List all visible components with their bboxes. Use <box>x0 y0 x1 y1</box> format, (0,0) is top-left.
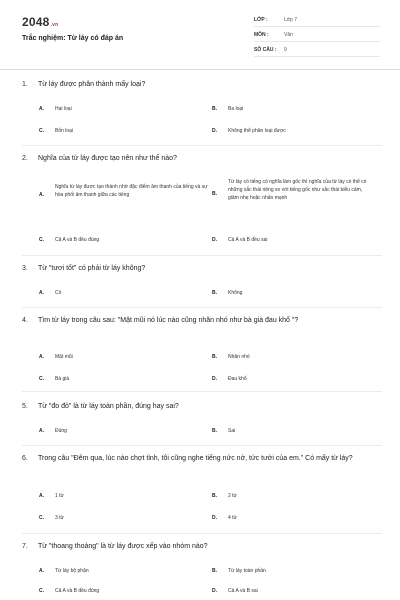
option-a[interactable] <box>39 105 209 113</box>
question-divider <box>22 255 382 256</box>
question-1 <box>22 80 382 146</box>
option-b[interactable] <box>212 289 372 297</box>
option-d[interactable] <box>212 236 372 244</box>
option-letter: B. <box>212 428 217 434</box>
question-text: Tìm từ láy trong câu sau: "Mặt mũi nó lúc nào cũng nhăn nhó như bà già đau khổ "? <box>38 317 299 324</box>
option-b[interactable] <box>212 178 370 202</box>
option-text: Từ láy có tiếng có nghĩa làm gốc thì nghĩa của từ láy có thể có những sắc thái riêng so với tiếng gốc như sắc thái biểu cảm, giảm nhẹ hoặc nhấn mạnh <box>228 179 367 201</box>
option-letter: C. <box>39 588 44 594</box>
question-text: Từ "tươi tốt" có phải từ láy không? <box>38 265 146 272</box>
meta-row-class <box>254 14 380 27</box>
option-text: Nhăn nhó <box>228 354 250 360</box>
question-7 <box>22 542 382 600</box>
question-text: Từ "đo đỏ" là từ láy toàn phần, đúng hay sai? <box>38 403 179 410</box>
meta-value: 9 <box>284 47 287 53</box>
option-text: 1 từ <box>55 493 64 499</box>
option-letter: A. <box>39 568 44 574</box>
option-text: Nghĩa từ láy được tạo thành nhờ đặc điểm âm thanh của tiếng và sự hòa phối âm thanh giữa các tiếng <box>55 184 208 198</box>
question-head <box>22 80 382 90</box>
option-b[interactable] <box>212 427 372 435</box>
question-divider <box>22 533 382 534</box>
logo-suffix: .vn <box>50 22 59 28</box>
question-2 <box>22 154 382 256</box>
option-a[interactable] <box>39 183 217 199</box>
option-letter: A. <box>39 354 44 360</box>
meta-key: SỐ CÂU : <box>254 47 277 53</box>
option-text: Cả A và B đều sai <box>228 237 268 243</box>
meta-key: MÔN : <box>254 32 269 38</box>
option-letter: A. <box>39 290 44 296</box>
option-letter: D. <box>212 376 217 382</box>
option-a[interactable] <box>39 567 209 575</box>
question-head <box>22 542 382 552</box>
option-d[interactable] <box>212 127 372 135</box>
option-text: Bốn loại <box>55 128 74 134</box>
option-b[interactable] <box>212 492 372 500</box>
question-divider <box>22 145 382 146</box>
option-letter: B. <box>212 568 217 574</box>
question-text: Từ "thoang thoảng" là từ láy được xếp vào nhóm nào? <box>38 543 208 550</box>
question-6 <box>22 454 382 534</box>
option-letter: A. <box>39 493 44 499</box>
option-text: Có <box>55 290 62 296</box>
header-divider <box>0 69 400 70</box>
option-letter: D. <box>212 237 217 243</box>
option-a[interactable] <box>39 353 209 361</box>
question-divider <box>22 391 382 392</box>
option-letter: B. <box>212 290 217 296</box>
option-text: Không <box>228 290 243 296</box>
page-header <box>0 0 400 68</box>
question-head <box>22 402 382 412</box>
option-letter: C. <box>39 376 44 382</box>
question-5 <box>22 402 382 446</box>
meta-row-subject <box>254 29 380 42</box>
question-number: 6. <box>22 455 28 462</box>
question-number: 7. <box>22 543 28 550</box>
question-4 <box>22 316 382 392</box>
meta-value: Văn <box>284 32 293 38</box>
question-3 <box>22 264 382 308</box>
meta-row-count <box>254 44 380 57</box>
option-b[interactable] <box>212 105 372 113</box>
option-letter: C. <box>39 515 44 521</box>
option-text: Mặt mũi <box>55 354 73 360</box>
option-text: Cả A và B sai <box>228 588 258 594</box>
option-c[interactable] <box>39 587 209 595</box>
question-head <box>22 316 382 326</box>
option-text: 3 từ <box>55 515 64 521</box>
option-letter: C. <box>39 237 44 243</box>
option-d[interactable] <box>212 375 372 383</box>
question-text: Trong câu "Đêm qua, lúc nào chợt tỉnh, tôi cũng nghe tiếng nức nở, tức tưởi của em." Có mấy từ láy? <box>38 455 353 462</box>
option-c[interactable] <box>39 127 209 135</box>
option-letter: D. <box>212 588 217 594</box>
option-c[interactable] <box>39 375 209 383</box>
option-text: Đúng <box>55 428 67 434</box>
option-a[interactable] <box>39 289 209 297</box>
option-letter: B. <box>212 493 217 499</box>
question-head <box>22 154 382 164</box>
question-number: 4. <box>22 317 28 324</box>
option-letter: C. <box>39 128 44 134</box>
option-text: Sai <box>228 428 236 434</box>
option-text: Cả A và B đều đúng <box>55 588 100 594</box>
option-a[interactable] <box>39 427 209 435</box>
question-head <box>22 454 382 464</box>
option-letter: D. <box>212 515 217 521</box>
option-c[interactable] <box>39 514 209 522</box>
meta-key: LỚP : <box>254 17 268 23</box>
option-text: Đau khổ <box>228 376 247 382</box>
question-divider <box>22 445 382 446</box>
option-text: Từ láy bộ phận <box>55 568 89 574</box>
option-a[interactable] <box>39 492 209 500</box>
site-logo[interactable] <box>22 15 58 29</box>
option-letter: D. <box>212 128 217 134</box>
option-letter: A. <box>39 428 44 434</box>
question-text: Từ láy được phân thành mấy loại? <box>38 81 146 88</box>
meta-value: Lớp 7 <box>284 17 298 23</box>
question-divider <box>22 307 382 308</box>
question-number: 5. <box>22 403 28 410</box>
option-text: Hai loại <box>55 106 72 112</box>
logo-number: 2048 <box>22 15 50 29</box>
option-d[interactable] <box>212 514 372 522</box>
option-text: 2 từ <box>228 493 237 499</box>
document-title: Trắc nghiệm: Từ láy có đáp án <box>22 35 124 42</box>
question-number: 3. <box>22 265 28 272</box>
question-head <box>22 264 382 274</box>
question-number: 2. <box>22 155 28 162</box>
option-text: Cả A và B đều đúng <box>55 237 100 243</box>
option-letter: B. <box>212 191 217 197</box>
option-text: Không thể phân loại được <box>228 128 286 134</box>
question-text: Nghĩa của từ láy được tạo nên như thế nào? <box>38 155 177 162</box>
option-letter: A. <box>39 106 44 112</box>
option-letter: B. <box>212 354 217 360</box>
option-c[interactable] <box>39 236 209 244</box>
question-number: 1. <box>22 81 28 88</box>
option-b[interactable] <box>212 567 372 575</box>
option-text: Bà già <box>55 376 70 382</box>
option-letter: B. <box>212 106 217 112</box>
option-letter: A. <box>39 192 44 198</box>
option-text: Từ láy toàn phần <box>228 568 266 574</box>
option-text: 4 từ <box>228 515 237 521</box>
option-text: Ba loại <box>228 106 244 112</box>
option-b[interactable] <box>212 353 372 361</box>
option-d[interactable] <box>212 587 372 595</box>
